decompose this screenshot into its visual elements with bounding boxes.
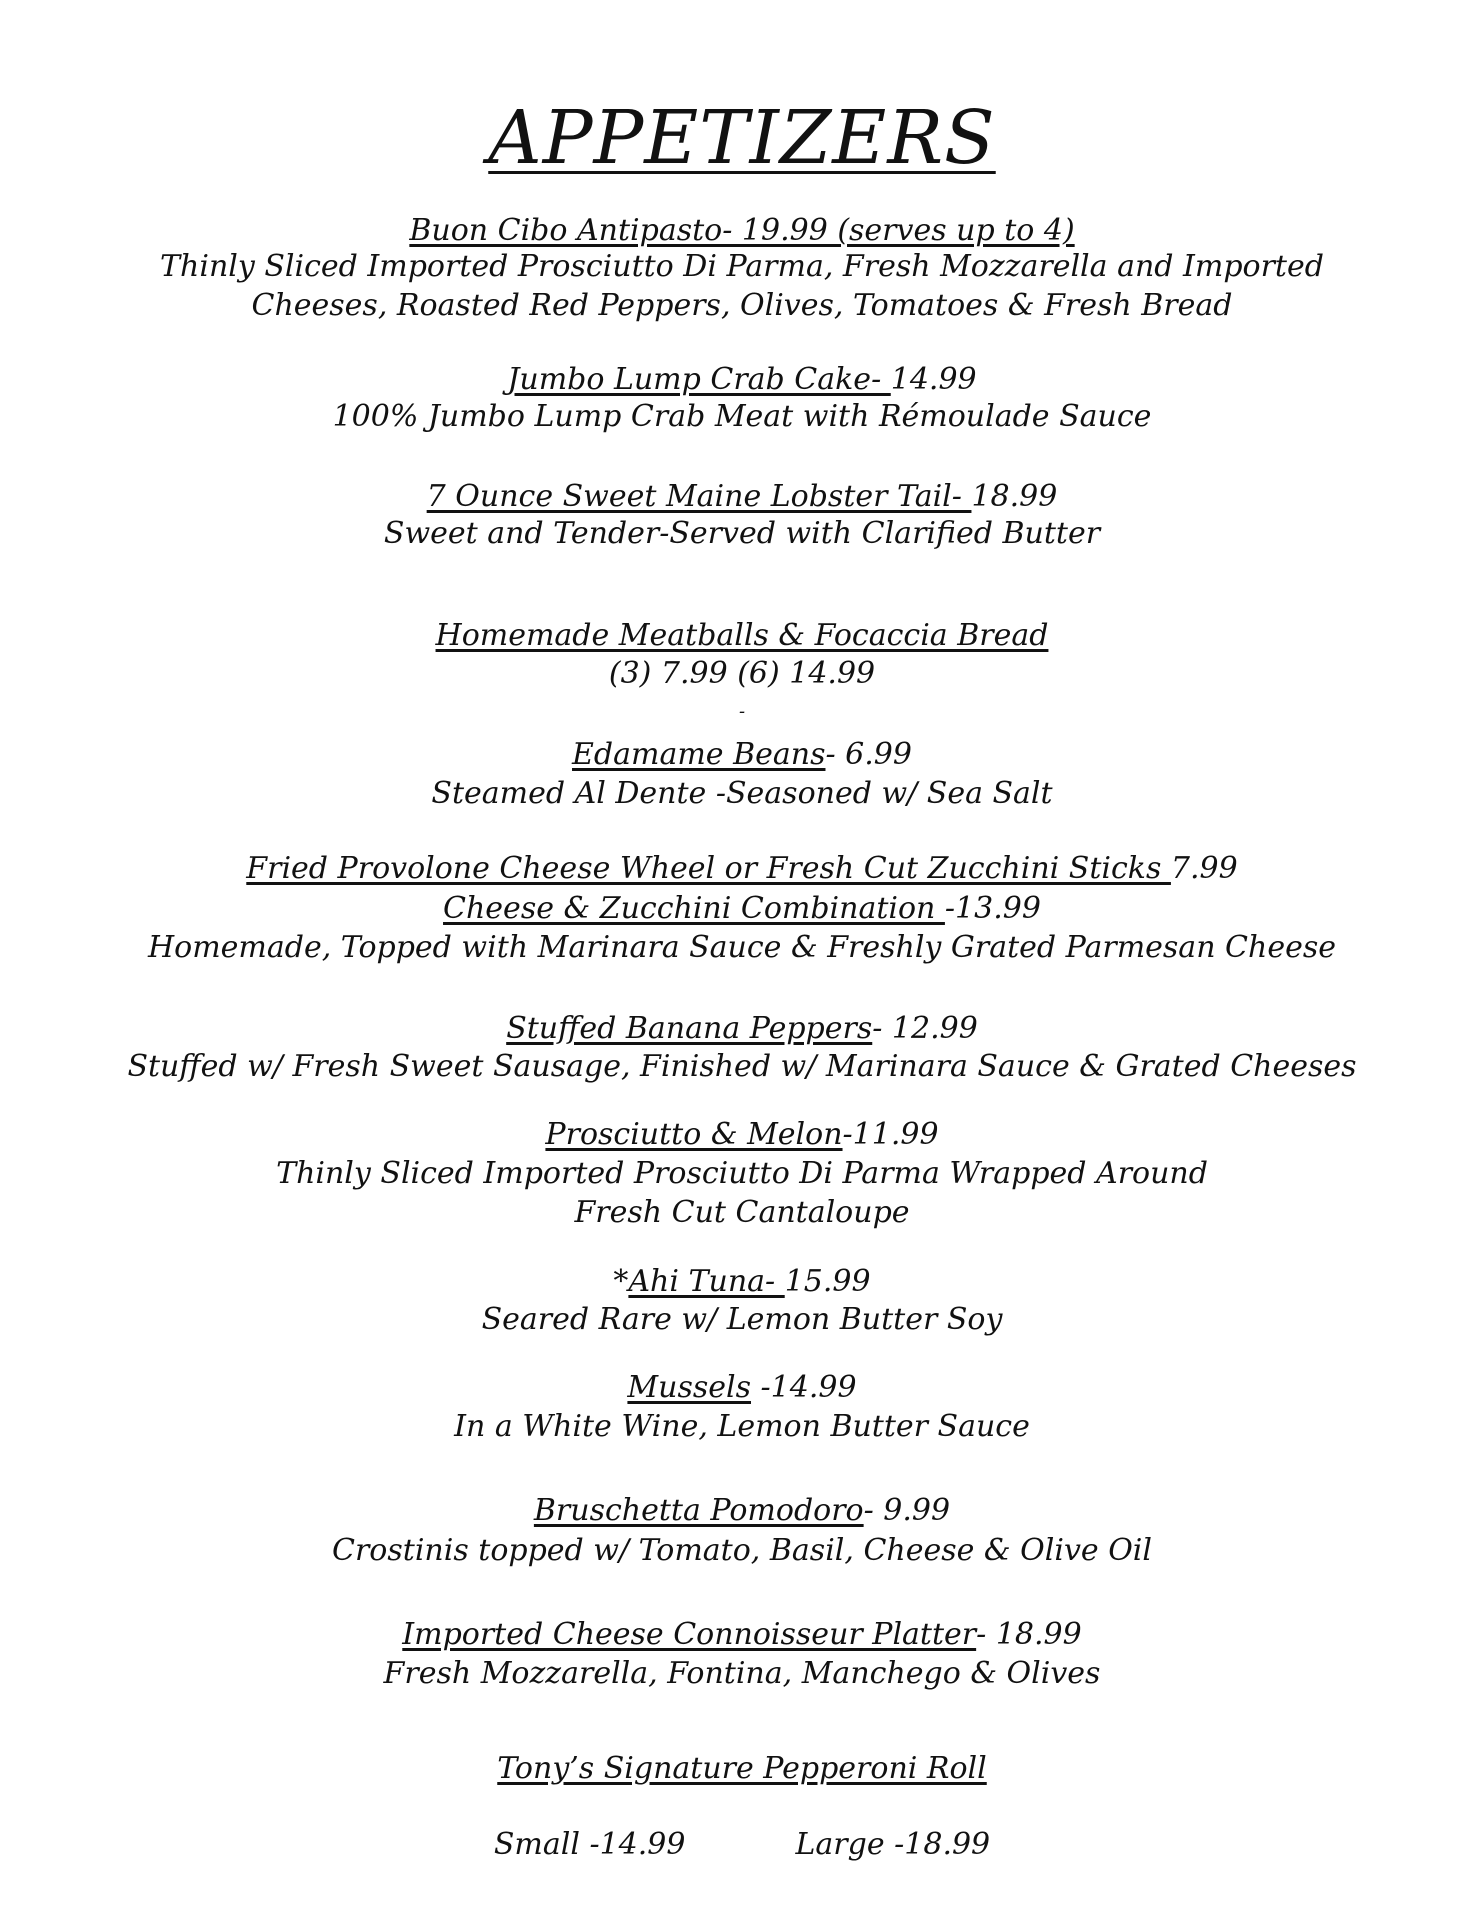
item-name: Cheese & Zucchini Combination: [443, 891, 945, 926]
item-heading: [0, 1117, 1484, 1152]
item-heading: [0, 851, 1484, 886]
item-name: Prosciutto & Melon: [545, 1117, 843, 1152]
item-description: Sweet and Tender-Served with Clarified Butter: [383, 516, 1101, 551]
item-price: - 12.99: [872, 1011, 978, 1046]
item-price: 15.99: [784, 1264, 871, 1299]
size-small: Small -14.99: [493, 1827, 686, 1862]
item-heading: [0, 891, 1484, 926]
item-description: Steamed Al Dente -Seasoned w/ Sea Salt: [431, 776, 1053, 811]
item-name: 7 Ounce Sweet Maine Lobster Tail-: [426, 479, 972, 514]
item-name: Ahi Tuna-: [628, 1264, 785, 1299]
separator-dash: -: [738, 701, 746, 722]
item-price: 18.99: [971, 479, 1058, 514]
item-description: 100% Jumbo Lump Crab Meat with Rémoulade Sauce: [332, 399, 1152, 434]
item-heading: [0, 618, 1484, 653]
item-name: Jumbo Lump Crab Cake-: [507, 362, 891, 397]
item-price: - 9.99: [863, 1493, 951, 1528]
item-description: Homemade, Topped with Marinara Sauce & Freshly Grated Parmesan Cheese: [147, 930, 1336, 965]
item-description: Fresh Cut Cantaloupe: [574, 1195, 910, 1230]
item-heading: [0, 362, 1484, 397]
item-description: Cheeses, Roasted Red Peppers, Olives, Tomatoes & Fresh Bread: [251, 288, 1233, 323]
item-description: Seared Rare w/ Lemon Butter Soy: [481, 1302, 1003, 1337]
item-description: Thinly Sliced Imported Prosciutto Di Parma, Fresh Mozzarella and Imported: [160, 249, 1324, 284]
pepperoni-sizes: [0, 1827, 1484, 1862]
item-description: Thinly Sliced Imported Prosciutto Di Parma Wrapped Around: [276, 1156, 1208, 1191]
item-name: Buon Cibo Antipasto- 19.99 (serves up to 4): [409, 213, 1075, 248]
item-price: 14.99: [890, 362, 977, 397]
item-name: Stuffed Banana Peppers: [506, 1011, 873, 1046]
item-heading: [0, 1264, 1484, 1299]
item-price: - 18.99: [976, 1617, 1082, 1652]
page-title: APPETIZERS: [488, 95, 996, 181]
item-price: 7.99: [1170, 851, 1238, 886]
item-name: Edamame Beans: [572, 737, 826, 772]
item-name: Imported Cheese Connoisseur Platter: [402, 1617, 977, 1652]
item-name: Bruschetta Pomodoro: [533, 1493, 864, 1528]
item-description: In a White Wine, Lemon Butter Sauce: [454, 1409, 1030, 1444]
item-heading: [0, 479, 1484, 514]
item-heading: [0, 1751, 1484, 1786]
item-name: Tony’s Signature Pepperoni Roll: [497, 1751, 987, 1786]
item-prefix: *: [613, 1264, 629, 1299]
size-large: Large -18.99: [795, 1827, 991, 1862]
item-name: Homemade Meatballs & Focaccia Bread: [435, 618, 1049, 653]
item-price: -14.99: [751, 1370, 857, 1405]
item-description: Fresh Mozzarella, Fontina, Manchego & Olives: [383, 1656, 1101, 1691]
item-description: (3) 7.99 (6) 14.99: [608, 656, 876, 691]
item-heading: [0, 213, 1484, 248]
item-description: Stuffed w/ Fresh Sweet Sausage, Finished w/ Marinara Sauce & Grated Cheeses: [127, 1049, 1357, 1084]
item-heading: [0, 1370, 1484, 1405]
item-heading: [0, 1011, 1484, 1046]
item-price: - 6.99: [825, 737, 912, 772]
item-heading: [0, 737, 1484, 772]
item-description: Crostinis topped w/ Tomato, Basil, Cheese & Olive Oil: [332, 1533, 1152, 1568]
item-heading: [0, 1617, 1484, 1652]
item-heading: [0, 1493, 1484, 1528]
item-name: Mussels: [627, 1370, 751, 1405]
item-price: -13.99: [944, 891, 1041, 926]
item-price: -11.99: [842, 1117, 939, 1152]
item-name: Fried Provolone Cheese Wheel or Fresh Cut Zucchini Sticks: [246, 851, 1171, 886]
